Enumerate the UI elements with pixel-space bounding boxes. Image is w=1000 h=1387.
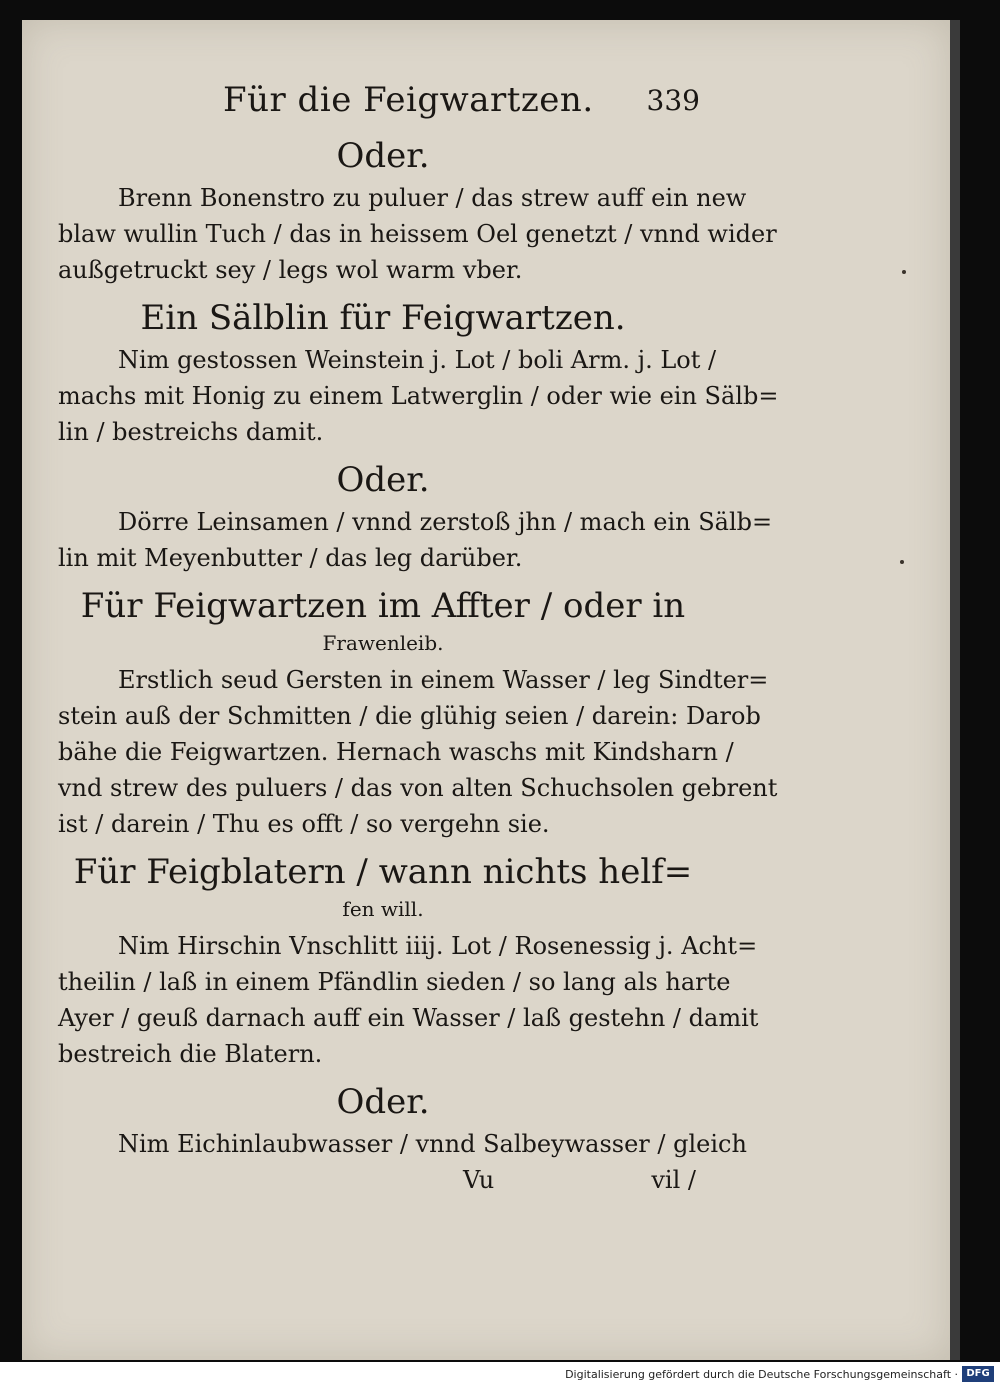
section-heading-continuation: Frawenleib. bbox=[322, 631, 444, 655]
page-text bbox=[58, 80, 779, 1198]
text-line: lin / bestreichs damit. bbox=[58, 418, 324, 446]
funding-notice: Digitalisierung gefördert durch die Deutsche Forschungsgemeinschaft · bbox=[565, 1368, 958, 1381]
text-line: bähe die Feigwartzen. Hernach waschs mit Kindsharn / bbox=[58, 738, 734, 766]
section-paragraph bbox=[58, 662, 778, 842]
text-line: ist / darein / Thu es offt / so vergehn sie. bbox=[58, 810, 550, 838]
recipe-section bbox=[58, 584, 778, 842]
signature-mark: Vu bbox=[463, 1166, 495, 1194]
text-line: Brenn Bonenstro zu puluer / das strew auff ein new bbox=[118, 184, 747, 212]
text-line: stein auß der Schmitten / die glühig seien / darein: Darob bbox=[58, 702, 761, 730]
running-head bbox=[58, 80, 708, 130]
text-line: vnd strew des puluers / das von alten Schuchsolen gebrent bbox=[58, 774, 778, 802]
text-line: lin mit Meyenbutter / das leg darüber. bbox=[58, 544, 523, 572]
section-paragraph bbox=[58, 928, 759, 1072]
text-line: außgetruckt sey / legs wol warm vber. bbox=[58, 256, 523, 284]
section-paragraph bbox=[58, 504, 773, 576]
recipe-section bbox=[58, 1080, 747, 1162]
page-edge-shadow bbox=[950, 20, 960, 1360]
running-title: Für die Feigwartzen. bbox=[223, 80, 594, 120]
footer-bar bbox=[0, 1362, 1000, 1387]
section-heading: Ein Sälblin für Feigwartzen. bbox=[140, 298, 626, 338]
text-line: bestreich die Blatern. bbox=[58, 1040, 323, 1068]
ink-speck bbox=[902, 270, 906, 274]
recipe-section bbox=[58, 134, 777, 288]
text-line: Nim Eichinlaubwasser / vnnd Salbeywasser / gleich bbox=[118, 1130, 747, 1158]
section-heading: Oder. bbox=[336, 136, 430, 176]
section-heading: Oder. bbox=[336, 1082, 430, 1122]
section-paragraph bbox=[58, 1126, 747, 1162]
recipe-section bbox=[58, 296, 779, 450]
text-line: Nim gestossen Weinstein j. Lot / boli Arm. j. Lot / bbox=[118, 346, 717, 374]
ink-speck bbox=[900, 560, 904, 564]
text-line: machs mit Honig zu einem Latwerglin / oder wie ein Sälb= bbox=[58, 382, 779, 410]
text-line: Dörre Leinsamen / vnnd zerstoß jhn / mach ein Sälb= bbox=[118, 508, 773, 536]
text-line: theilin / laß in einem Pfändlin sieden / so lang als harte bbox=[58, 968, 731, 996]
page-number: 339 bbox=[646, 84, 700, 117]
text-line: Nim Hirschin Vnschlitt iiij. Lot / Rosenessig j. Acht= bbox=[118, 932, 758, 960]
section-paragraph bbox=[58, 342, 779, 450]
section-heading-continuation: fen will. bbox=[342, 897, 424, 921]
section-heading: Für Feigblatern / wann nichts helf= bbox=[73, 852, 693, 892]
section-heading: Oder. bbox=[336, 460, 430, 500]
recipe-section bbox=[58, 850, 759, 1072]
text-line: Ayer / geuß darnach auff ein Wasser / laß gestehn / damit bbox=[58, 1004, 759, 1032]
section-paragraph bbox=[58, 180, 777, 288]
text-line: Erstlich seud Gersten in einem Wasser / leg Sindter= bbox=[118, 666, 769, 694]
section-heading: Für Feigwartzen im Affter / oder in bbox=[80, 586, 686, 626]
text-line: blaw wullin Tuch / das in heissem Oel genetzt / vnnd wider bbox=[58, 220, 777, 248]
catchword-row bbox=[58, 1162, 708, 1198]
recipe-section bbox=[58, 458, 773, 576]
dfg-logo-icon: DFG bbox=[962, 1366, 994, 1382]
catchword: vil / bbox=[651, 1166, 696, 1194]
